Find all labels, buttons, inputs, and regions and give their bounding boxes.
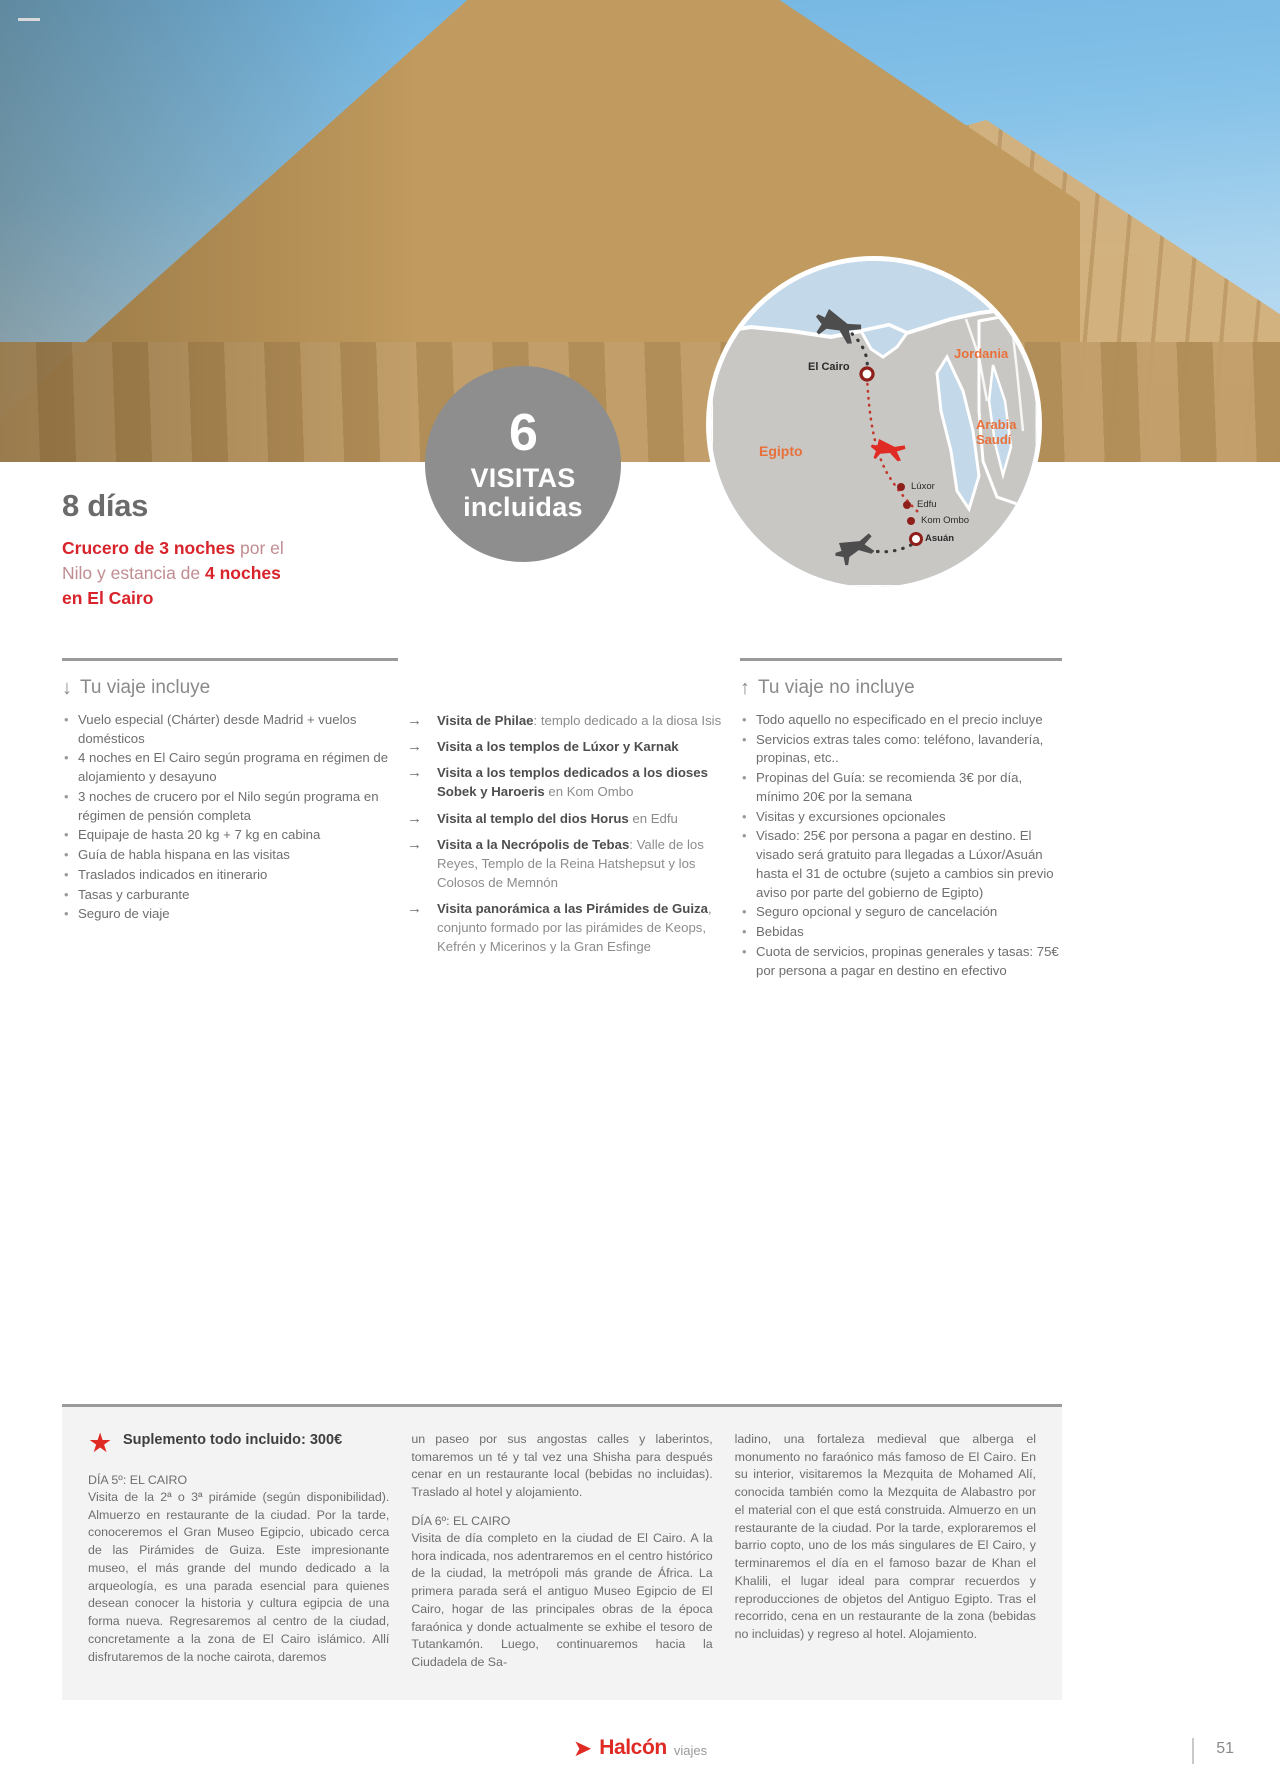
arrow-down-icon: ↓ [62, 677, 72, 699]
day-text-6-continued: ladino, una fortaleza medieval que alberga el monumento no faraónico más famoso de El Cairo. En su interior, visitaremos la Mezquita de Mohamed Alí, conocida también como la Mezquita de Alabastro por el material con el que está construida. Almuerzo en un restaurante de la ciudad. Por la tarde, exploraremos el barrio copto, uno de los más singulares de El Cairo, y terminaremos el día en el famoso bazar de Khan el Khalili, el lugar ideal para comprar recuerdos y reproducciones de objetos del Antiguo Egipto. Tras el recorrido, cena en un restaurante de la zona (bebidas no incluidas) y regreso al hotel. Alojamiento. [734, 1432, 1036, 1642]
includes-heading-label: Tu viaje incluye [80, 677, 211, 698]
includes-list [62, 711, 398, 924]
day-text-5: Visita de la 2ª o 3ª pirámide (según disponibilidad). Almuerzo en restaurante de la ciudad. Por la tarde, conoceremos el Gran Museo Egipcio, ubicado cerca de las Pirámides de Guiza. Este impresionante museo, el más grande del mundo dedicado a la arqueología, es una parada esencial para quienes desean conocer la historia y cultura egipcia de una forma nueva. Regresaremos al centro de la ciudad, concretamente a la zona de El Cairo islámico. Allí disfrutaremos de la noche cairota, daremos [88, 1490, 390, 1664]
arrow-right-icon: → [407, 835, 422, 853]
day-title-5: DÍA 5º: EL CAIRO [88, 1473, 188, 1487]
list-item: • Cuota de servicios, propinas generales y tasas: 75€ por persona a pagar en destino en efectivo [740, 943, 1062, 980]
map-city-asuan: Asuán [925, 533, 955, 544]
list-item [407, 835, 737, 892]
subtitle-nights-bold: 4 noches [205, 562, 281, 583]
list-item [407, 763, 737, 801]
list-item: • Guía de habla hispana en las visitas [62, 846, 398, 865]
list-item [407, 899, 737, 956]
city-dot-asuan [911, 534, 922, 545]
arrow-right-icon: → [407, 900, 422, 918]
includes-heading [62, 677, 398, 699]
map-city-kom-ombo: Kom Ombo [921, 515, 970, 526]
visit-detail: : Valle de los Reyes, Templo de la Reina Hatshepsut y los Colosos de Memnón [437, 836, 704, 890]
list-item: • 4 noches en El Cairo según programa en régimen de alojamiento y desayuno [62, 749, 398, 786]
list-item: • Seguro opcional y seguro de cancelación [740, 903, 1062, 922]
halcon-bird-icon: ➤ [572, 1734, 593, 1761]
subtitle-part-1: por el [235, 538, 284, 558]
supplement-header [88, 1428, 389, 1458]
list-item: • Visado: 25€ por persona a pagar en destino. El visado será gratuito para llegadas a Lúxor/Asuán hasta el 31 de octubre (sujeto a cambios sin previo aviso por parte del gobierno de Egipto) [740, 827, 1062, 902]
brand-subname: viajes [673, 1743, 708, 1758]
city-dot-edfu [903, 501, 911, 509]
arabia-line-2: Saudí [976, 431, 1012, 447]
excludes-heading-label: Tu viaje no incluye [758, 677, 915, 698]
divider-rule [740, 658, 1062, 661]
arabia-line-1: Arabia [976, 417, 1017, 432]
list-item: • Seguro de viaje [62, 905, 398, 924]
city-dot-komombo [907, 517, 915, 525]
trip-subtitle [62, 536, 482, 611]
map-city-el-cairo: El Cairo [808, 361, 850, 373]
page-number: 51 [1216, 1740, 1234, 1757]
brand-name: Halcón [599, 1736, 667, 1759]
subtitle-part-2: Nilo y estancia de [62, 562, 205, 583]
excludes-heading [740, 677, 1062, 699]
visit-title: Visita de Philae [437, 713, 534, 728]
supplement-panel [62, 1407, 1062, 1700]
route-map [706, 256, 1042, 592]
list-item: • Visitas y excursiones opcionales [740, 808, 1062, 827]
arrow-right-icon: → [407, 712, 422, 729]
city-dot-cairo [861, 368, 873, 380]
visit-title: Visita a los templos de Lúxor y Karnak [437, 739, 679, 755]
visit-detail: : templo dedicado a la diosa Isis [533, 713, 722, 728]
hero-image [0, 0, 1280, 462]
badge-line-2: incluidas [463, 492, 583, 522]
visit-detail: en Edfu [628, 810, 678, 826]
city-dot-luxor [897, 483, 905, 491]
star-icon: ★ [88, 1428, 113, 1458]
map-city-luxor: Lúxor [911, 481, 935, 492]
crop-mark [18, 18, 40, 21]
day-text-5-continued: un paseo por sus angostas calles y laberintos, tomaremos un té y tal vez una Shisha para después cenar en un restaurante local (bebidas no incluidas). Traslado al hotel y alojamiento. [411, 1432, 713, 1500]
badge-number: 6 [509, 404, 537, 462]
arrow-right-icon: → [407, 764, 422, 782]
list-item: • Servicios extras tales como: teléfono, lavandería, propinas, etc.. [740, 731, 1062, 768]
supplement-title: Suplemento todo incluido: 300€ [123, 1432, 343, 1448]
list-item: • Todo aquello no especificado en el precio incluye [740, 711, 1062, 730]
excludes-list [740, 711, 1062, 980]
list-item [407, 809, 737, 828]
map-city-edfu: Edfu [917, 499, 937, 510]
visit-detail: en Kom Ombo [544, 784, 634, 800]
brand-logo [573, 1736, 707, 1760]
visits-list [407, 711, 737, 957]
subtitle-city-bold: en El Cairo [62, 587, 154, 608]
map-country-jordania: Jordania [954, 346, 1009, 361]
rubble-foreground [0, 342, 1280, 462]
visit-title: Visita a la Necrópolis de Tebas [437, 836, 630, 852]
map-country-egipto: Egipto [759, 443, 803, 459]
subtitle-cruise-bold: Crucero de 3 noches [62, 538, 236, 558]
column-visits [407, 658, 737, 964]
badge-line-1: VISITAS [470, 463, 576, 493]
divider-rule [62, 658, 398, 661]
visit-detail: , conjunto formado por las pirámides de Keops, Kefrén y Micerinos y la Gran Esfinge [437, 901, 712, 955]
panel-column-2 [411, 1431, 712, 1684]
list-item: • Traslados indicados en itinerario [62, 866, 398, 885]
list-item: • Propinas del Guía: se recomienda 3€ por día, mínimo 20€ por la semana [740, 769, 1062, 806]
day-title-6: DÍA 6º: EL CAIRO [411, 1513, 511, 1528]
list-item: • 3 noches de crucero por el Nilo según programa en régimen de pensión completa [62, 788, 398, 825]
arrow-up-icon: ↑ [740, 677, 750, 699]
visit-title: Visita al templo del dios Horus [437, 810, 629, 826]
map-graphic [711, 261, 1037, 587]
page-title: 8 días [62, 488, 149, 523]
page-footer [0, 1726, 1280, 1791]
list-item: • Bebidas [740, 923, 1062, 942]
panel-column-1 [88, 1428, 390, 1684]
arrow-right-icon: → [407, 738, 422, 756]
list-item [407, 711, 737, 730]
list-item: • Vuelo especial (Chárter) desde Madrid + vuelos domésticos [62, 711, 398, 748]
list-item: • Equipaje de hasta 20 kg + 7 kg en cabina [62, 826, 398, 845]
column-excludes [740, 658, 1062, 981]
list-item [407, 737, 737, 756]
page-number-separator [1192, 1738, 1194, 1764]
day-text-6: Visita de día completo en la ciudad de El Cairo. A la hora indicada, nos adentraremos en el centro histórico de la ciudad, la metrópoli más grande de África. La primera parada será el antiguo Museo Egipcio de El Cairo, hogar de las principales obras de la época faraónica y donde actualmente se exhibe el tesoro de Tutankamón. Luego, continuaremos hacia la Ciudadela de Sa- [411, 1530, 713, 1670]
panel-column-3 [735, 1431, 1036, 1684]
list-item: • Tasas y carburante [62, 886, 398, 905]
visit-title: Visita a los templos dedicados a los dioses Sobek y Haroeris [437, 765, 708, 800]
trip-title-block [62, 488, 482, 611]
arrow-right-icon: → [407, 809, 422, 827]
column-includes [62, 658, 398, 925]
visit-title: Visita panorámica a las Pirámides de Guiza [437, 901, 708, 917]
